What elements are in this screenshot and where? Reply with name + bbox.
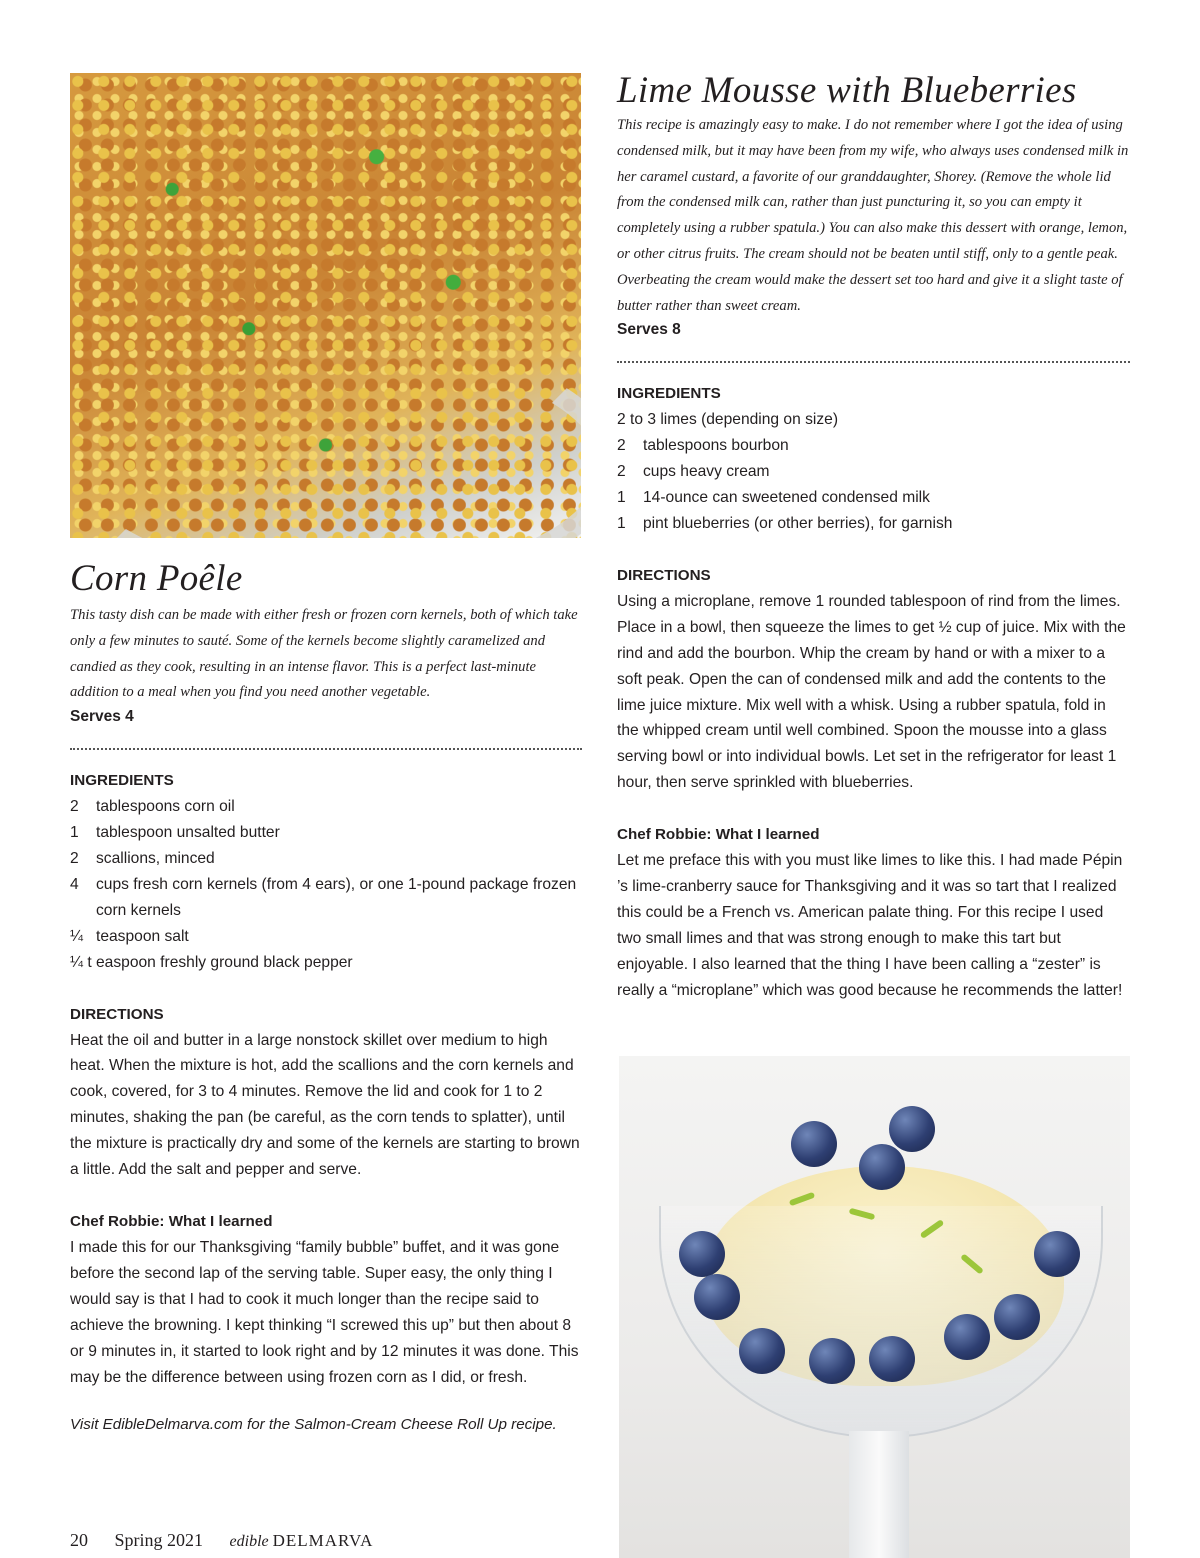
serves-count: Serves 4 [70, 708, 134, 726]
brand-name: DELMARVA [272, 1531, 374, 1550]
issue-date: Spring 2021 [114, 1530, 204, 1550]
ingredient-item: 2 tablespoons bourbon [617, 437, 789, 455]
ingredients-list [70, 794, 582, 975]
directions-heading: DIRECTIONS [617, 566, 711, 584]
ingredient-item: 1 14-ounce can sweetened condensed milk [617, 489, 930, 507]
recipe-title: Lime Mousse with Blueberries [617, 70, 1077, 111]
chef-notes-heading: Chef Robbie: What I learned [617, 826, 820, 844]
lime-mousse-recipe [617, 72, 1130, 1004]
chef-notes-text: Let me preface this with you must like limes to like this. I had made Pépin ’s lime-cranberry sauce for Thanksgiving and it was so tart that I realized this could be a French vs. American palate thing. For this recipe I used two small limes and that was strong enough to make this tart but enjoyable. I also learned that the thing I have been calling a “zester” is really a “microplane” which was good because he recommends the latter! [617, 852, 1123, 999]
ingredient-item: 1 tablespoon unsalted butter [70, 824, 280, 842]
serves-count: Serves 8 [617, 321, 681, 339]
blueberry [889, 1106, 935, 1152]
brand-edible: edible [229, 1533, 269, 1550]
blueberry [809, 1338, 855, 1384]
blueberry [679, 1231, 725, 1277]
dotted-divider [617, 361, 1130, 363]
blueberry [859, 1144, 905, 1190]
ingredients-list [617, 407, 1130, 537]
ingredient-item: 2 to 3 limes (depending on size) [617, 411, 839, 429]
page-footer [70, 1530, 395, 1551]
directions-text: Heat the oil and butter in a large nonstock skillet over medium to high heat. When the mixture is hot, add the scallions and the corn kernels and cook, covered, for 3 to 4 minutes. Remove the lid and cook for 1 to 2 minutes, shaking the pan (be careful, as the corn tends to splatter), until the mixture is practically dry and some of the kernels are starting to brown a little. Add the salt and pepper and serve. [70, 1031, 580, 1179]
blueberry [944, 1314, 990, 1360]
ingredients-heading: INGREDIENTS [617, 385, 721, 403]
glass-stem [849, 1431, 909, 1558]
chef-notes-heading: Chef Robbie: What I learned [70, 1212, 273, 1230]
ingredient-item: ¼ t easpoon freshly ground black pepper [70, 953, 353, 971]
page-number: 20 [70, 1530, 88, 1550]
recipe-title: Corn Poêle [70, 558, 243, 599]
directions-heading: DIRECTIONS [70, 1005, 164, 1023]
blueberry [994, 1294, 1040, 1340]
ingredient-item: 1 pint blueberries (or other berries), for garnish [617, 515, 953, 532]
blueberry [869, 1336, 915, 1382]
skillet-rim [70, 334, 581, 538]
directions-text: Using a microplane, remove 1 rounded tablespoon of rind from the limes. Place in a bowl, then squeeze the limes to get ½ cup of juice. Mix with the rind and add the bourbon. Whip the cream by hand or with a mixer to a soft peak. Open the can of condensed milk and add the contents to the lime juice mixture. Mix well with a whisk. Using a rubber spatula, fold in the whipped cream until well combined. Spoon the mousse into a glass serving bowl or into individual bowls. Let set in the refrigerator for least 1 hour, then serve sprinkled with blueberries. [617, 592, 1126, 792]
blueberry [791, 1121, 837, 1167]
blueberry [1034, 1231, 1080, 1277]
ingredient-item: 2 tablespoons corn oil [70, 798, 235, 816]
dotted-divider [70, 748, 582, 750]
ingredient-item: 2 scallions, minced [70, 850, 215, 867]
ingredient-item: ¼ teaspoon salt [70, 927, 189, 945]
ingredient-item: 4 cups fresh corn kernels (from 4 ears), or one 1-pound package frozen corn kernels [70, 875, 577, 919]
recipe-intro: This tasty dish can be made with either fresh or frozen corn kernels, both of which take only a few minutes to sauté. Some of the kernels become slightly caramelized and candied as they cook, resulting in an intense flavor. This is a perfect last-minute addition to a meal when you find you need another vegetable. [70, 607, 578, 701]
recipe-intro: This recipe is amazingly easy to make. I do not remember where I got the idea of using condensed milk, but it may have been from my wife, who always uses condensed milk in her caramel custard, a favorite of our granddaughter, Shorey. (Remove the whole lid from the condensed milk can, rather than just puncturing it, so you can empty it completely using a rubber spatula.) You can also make this dessert with orange, lemon, or other citrus fruits. The cream should not be beaten until stiff, only to a gentle peak. Overbeating the cream would make the dessert set too hard and give it a slight taste of butter rather than sweet cream. [617, 117, 1129, 314]
corn-poele-photo [70, 73, 581, 538]
ingredients-heading: INGREDIENTS [70, 772, 174, 790]
website-reference: Visit EdibleDelmarva.com for the Salmon-Cream Cheese Roll Up recipe. [70, 1416, 557, 1434]
lime-mousse-photo [619, 1056, 1130, 1558]
ingredient-item: 2 cups heavy cream [617, 463, 770, 481]
blueberry [739, 1328, 785, 1374]
blueberry [694, 1274, 740, 1320]
corn-poele-recipe [70, 560, 582, 1433]
chef-notes-text: I made this for our Thanksgiving “family bubble” buffet, and it was gone before the second lap of the serving table. Super easy, the only thing I would say is that I had to cook it much longer than the recipe said to achieve the browning. I kept thinking “I screwed this up” but then about 8 or 9 minutes in, it started to look right and by 12 minutes it was done. This may be the difference between using frozen corn as I did, or fresh. [70, 1238, 579, 1386]
